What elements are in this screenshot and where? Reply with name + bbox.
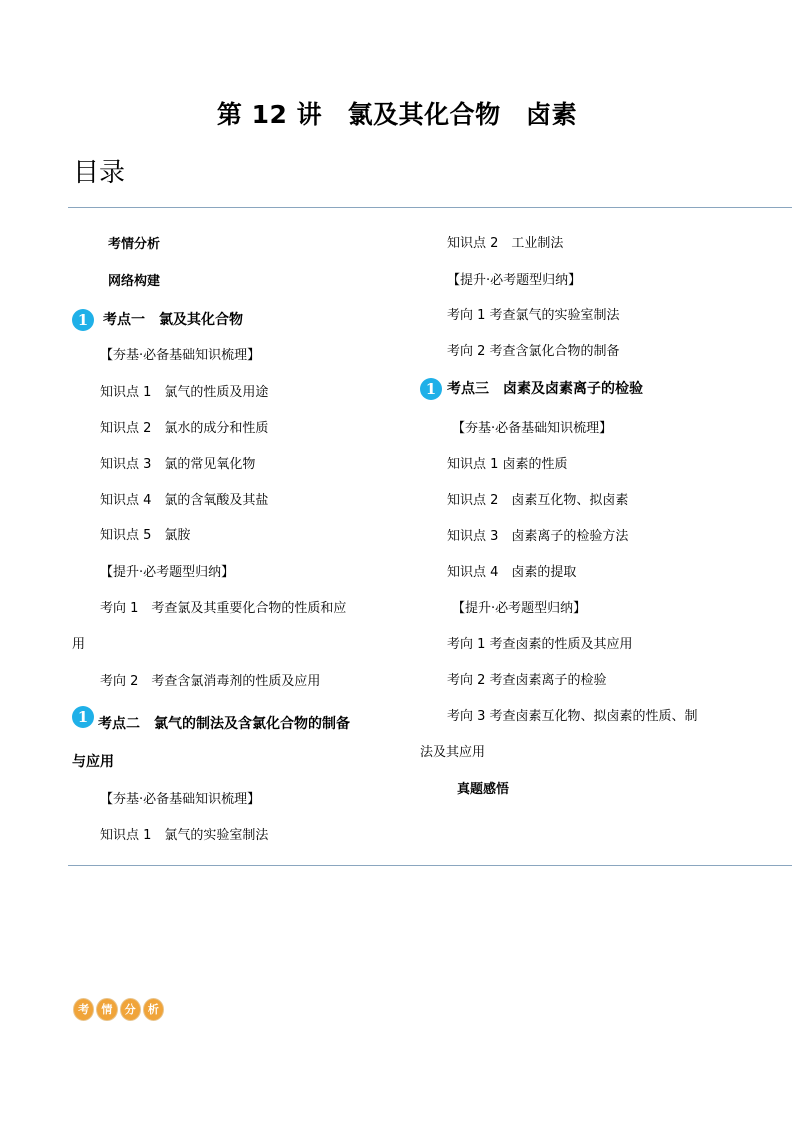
kaoqing-fenxi-badge — [73, 998, 166, 1024]
toc-kaoqing[interactable]: 考情分析 — [108, 237, 161, 252]
toc-k1-z1[interactable]: 知识点 1 氯气的性质及用途 — [100, 385, 269, 400]
toc-kaodian-2-cont[interactable]: 与应用 — [72, 754, 114, 770]
circle-one-icon: 1 — [420, 378, 442, 400]
toc-k1-z4[interactable]: 知识点 4 氯的含氧酸及其盐 — [100, 493, 269, 508]
toc-k3-z4[interactable]: 知识点 4 卤素的提取 — [447, 565, 577, 580]
toc-k2-tisheng[interactable]: 【提升·必考题型归纳】 — [447, 273, 582, 288]
toc-k3-x1[interactable]: 考向 1 考查卤素的性质及其应用 — [447, 637, 633, 652]
badge-char: 情 — [96, 998, 117, 1021]
toc-k3-x2[interactable]: 考向 2 考查卤素离子的检验 — [447, 673, 607, 688]
toc-zhenti[interactable]: 真题感悟 — [457, 782, 510, 797]
toc-k3-z2[interactable]: 知识点 2 卤素互化物、拟卤素 — [447, 493, 629, 508]
toc-k1-z2[interactable]: 知识点 2 氯水的成分和性质 — [100, 421, 269, 436]
toc-k1-z5[interactable]: 知识点 5 氯胺 — [100, 528, 191, 543]
toc-k3-hangji[interactable]: 【夯基·必备基础知识梳理】 — [452, 421, 613, 436]
toc-k2-x1[interactable]: 考向 1 考查氯气的实验室制法 — [447, 308, 620, 323]
toc-k2-z1[interactable]: 知识点 1 氯气的实验室制法 — [100, 828, 269, 843]
toc-kaodian-3[interactable]: 考点三 卤素及卤素离子的检验 — [447, 381, 643, 397]
toc-k2-x2[interactable]: 考向 2 考查含氯化合物的制备 — [447, 344, 620, 359]
toc-k1-x1[interactable]: 考向 1 考查氯及其重要化合物的性质和应 — [100, 601, 347, 616]
toc-kaodian-1[interactable]: 考点一 氯及其化合物 — [103, 312, 243, 328]
toc-k1-x2[interactable]: 考向 2 考查含氯消毒剂的性质及应用 — [100, 674, 321, 689]
toc-k2-z2[interactable]: 知识点 2 工业制法 — [447, 236, 564, 251]
toc-k3-z1[interactable]: 知识点 1 卤素的性质 — [447, 457, 568, 472]
page-title: 第 12 讲 氯及其化合物 卤素 — [216, 100, 578, 129]
toc-kaodian-2[interactable]: 考点二 氯气的制法及含氯化合物的制备 — [98, 716, 350, 732]
toc-k1-z3[interactable]: 知识点 3 氯的常见氧化物 — [100, 457, 256, 472]
circle-one-icon: 1 — [72, 309, 94, 331]
toc-k1-hangji[interactable]: 【夯基·必备基础知识梳理】 — [100, 348, 261, 363]
badge-char: 考 — [73, 998, 94, 1021]
toc-k3-tisheng[interactable]: 【提升·必考题型归纳】 — [452, 601, 587, 616]
badge-char: 析 — [143, 998, 164, 1021]
top-rule — [68, 207, 792, 208]
badge-char: 分 — [120, 998, 141, 1021]
toc-k1-x1-cont[interactable]: 用 — [72, 637, 86, 652]
toc-k3-x3-cont[interactable]: 法及其应用 — [420, 745, 486, 760]
toc-k3-x3[interactable]: 考向 3 考查卤素互化物、拟卤素的性质、制 — [447, 709, 698, 724]
toc-heading: 目录 — [73, 158, 126, 188]
toc-wangluo[interactable]: 网络构建 — [108, 274, 161, 289]
circle-one-icon: 1 — [72, 706, 94, 728]
toc-k2-hangji[interactable]: 【夯基·必备基础知识梳理】 — [100, 792, 261, 807]
bottom-rule — [68, 865, 792, 866]
toc-k1-tisheng[interactable]: 【提升·必考题型归纳】 — [100, 565, 235, 580]
toc-k3-z3[interactable]: 知识点 3 卤素离子的检验方法 — [447, 529, 629, 544]
